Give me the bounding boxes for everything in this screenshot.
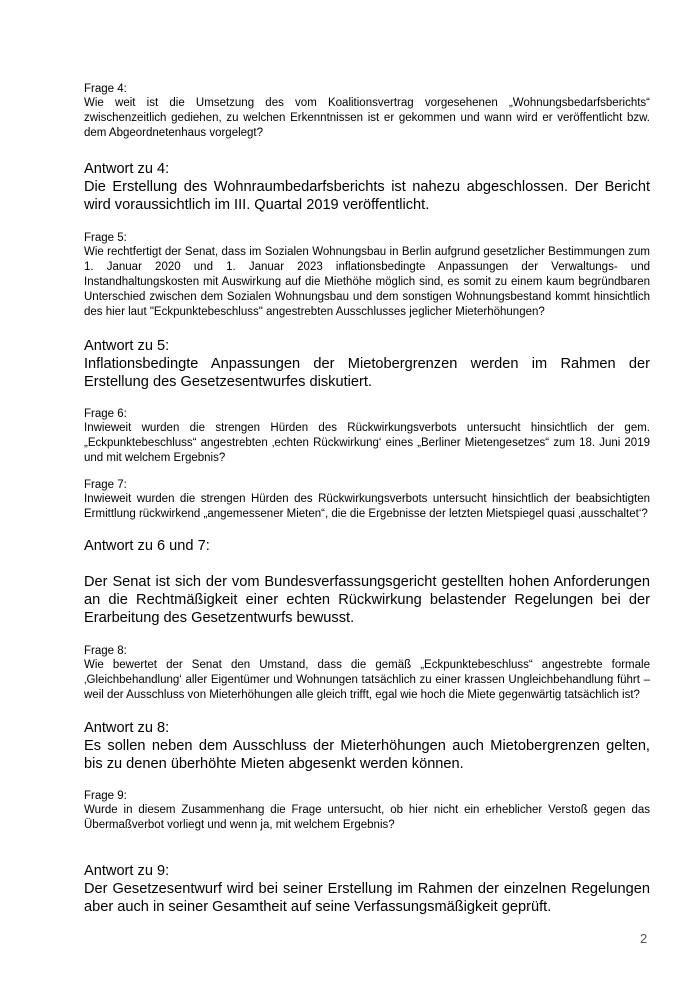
question-label: Frage 7:: [84, 479, 127, 491]
answer-5: [84, 338, 650, 391]
question-4: [84, 83, 650, 141]
question-8: [84, 645, 650, 703]
answer-text: Der Senat ist sich der vom Bundesverfassungsgericht gestellten hohen Anforderungen an die Rechtmäßigkeit einer echten Rückwirkung belastender Regelungen bei der Erarbeitung des Gesetzentwurfs bewusst.: [84, 574, 650, 626]
answer-text: Der Gesetzesentwurf wird bei seiner Erstellung im Rahmen der einzelnen Regelungen aber auch in seiner Gesamtheit auf seine Verfassungsmäßigkeit geprüft.: [84, 881, 650, 915]
question-label: Frage 6:: [84, 408, 127, 420]
answer-8: [84, 720, 650, 773]
answer-label: Antwort zu 9:: [84, 863, 170, 879]
answer-label: Antwort zu 5:: [84, 338, 170, 354]
question-label: Frage 5:: [84, 232, 127, 244]
question-7: [84, 479, 650, 522]
answer-text: Inflationsbedingte Anpassungen der Mietobergrenzen werden im Rahmen der Erstellung des Gesetzesentwurfes diskutiert.: [84, 356, 650, 390]
answer-4: [84, 161, 650, 214]
question-label: Frage 9:: [84, 790, 127, 802]
answer-label: Antwort zu 6 und 7:: [84, 538, 210, 554]
page-number: 2: [640, 931, 648, 946]
document-body: [84, 83, 650, 916]
question-6: [84, 408, 650, 466]
question-text: Inwieweit wurden die strengen Hürden des Rückwirkungsverbots untersucht hinsichtlich der gem. „Eckpunktebeschluss“ angestrebten ‚echten Rückwirkung‘ eines „Berliner Mietengesetzes“ zum 18. Juni 2019 und mit welchem Ergebnis?: [84, 422, 650, 464]
question-text: Wie rechtfertigt der Senat, dass im Sozialen Wohnungsbau in Berlin aufgrund gesetzlicher Bestimmungen zum 1. Januar 2020 und 1. Januar 2023 inflationsbedingte Anpassungen der Verwaltungs- und Instandhaltungskosten mit Auswirkung auf die Miethöhe möglich sind, es somit zu einem kaum begründbaren Unterschied zwischen dem Sozialen Wohnungsbau und dem sonstigen Wohnungsbestand kommt hinsichtlich des hier laut "Eckpunktebeschluss" angestrebten Ausschlusses jeglicher Mieterhöhungen?: [84, 246, 650, 318]
question-9: [84, 790, 650, 833]
question-label: Frage 4:: [84, 83, 127, 95]
answer-text: Die Erstellung des Wohnraumbedarfsberichts ist nahezu abgeschlossen. Der Bericht wird voraussichtlich im III. Quartal 2019 veröffentlicht.: [84, 179, 650, 213]
answer-6-7: [84, 538, 650, 627]
question-text: Wurde in diesem Zusammenhang die Frage untersucht, ob hier nicht ein erheblicher Verstoß gegen das Übermaßverbot vorliegt und wenn ja, mit welchem Ergebnis?: [84, 804, 650, 831]
question-text: Wie bewertet der Senat den Umstand, dass die gemäß „Eckpunktebeschluss“ angestrebte formale ‚Gleichbehandlung‘ aller Eigentümer und Wohnungen tatsächlich zu einer krassen Ungleichbehandlung führt – weil der Ausschluss von Mieterhöhungen alle gleich trifft, egal wie hoch die Miete gegenwärtig tatsächlich ist?: [84, 659, 650, 701]
question-text: Wie weit ist die Umsetzung des vom Koalitionsvertrag vorgesehenen „Wohnungsbedarfsberichts“ zwischenzeitlich gediehen, zu welchen Erkenntnissen ist er gekommen und wann wird er veröffentlicht bzw. dem Abgeordnetenhaus vorgelegt?: [84, 97, 650, 139]
answer-label: Antwort zu 8:: [84, 720, 170, 736]
answer-label: Antwort zu 4:: [84, 161, 170, 177]
answer-text: Es sollen neben dem Ausschluss der Mieterhöhungen auch Mietobergrenzen gelten, bis zu denen überhöhte Mieten abgesenkt werden können.: [84, 738, 650, 772]
question-text: Inwieweit wurden die strengen Hürden des Rückwirkungsverbots untersucht hinsichtlich der beabsichtigten Ermittlung rückwirkend „angemessener Mieten“, die die Ergebnisse der letzten Mietspiegel quasi ‚ausschaltet‘?: [84, 493, 650, 520]
question-5: [84, 232, 650, 320]
answer-9: [84, 863, 650, 916]
question-label: Frage 8:: [84, 645, 127, 657]
